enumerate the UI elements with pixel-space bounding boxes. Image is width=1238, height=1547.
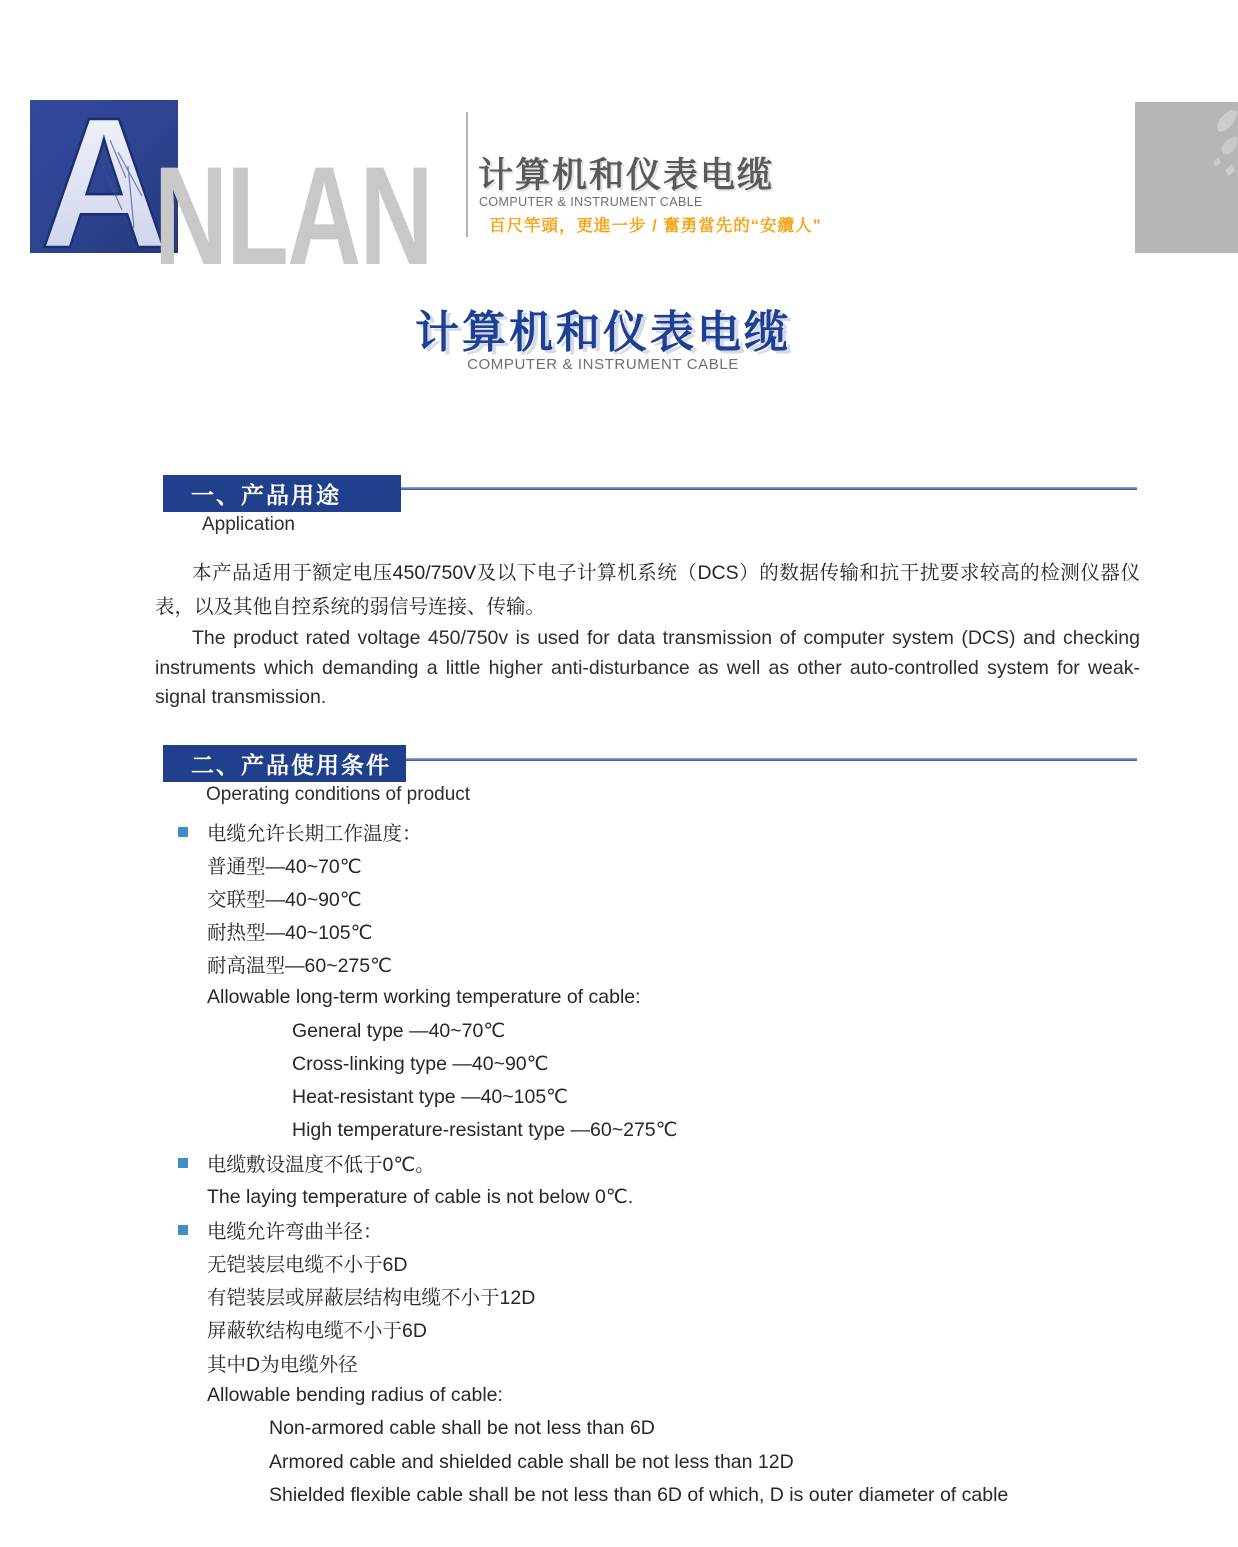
- spec-line-text: Armored cable and shielded cable shall be not less than 12D: [269, 1450, 794, 1473]
- operating-conditions-list: [155, 815, 1140, 1512]
- anlan-logo-letters: NLAN: [154, 137, 433, 294]
- header-product-title-cn: 计算机和仪表电缆: [478, 156, 775, 195]
- spec-line-text: Cross-linking type —40~90℃: [292, 1052, 549, 1075]
- spec-line-text: 普通型—40~70℃: [207, 855, 362, 878]
- spec-line: [155, 881, 1140, 914]
- spec-line: [155, 948, 1140, 981]
- spec-line-text: 电缆允许弯曲半径：: [207, 1220, 383, 1243]
- section-2-heading: 二、产品使用条件: [163, 745, 406, 782]
- bullet-square-icon: [178, 1158, 188, 1168]
- spec-line-text: 有铠装层或屏蔽层结构电缆不小于12D: [207, 1287, 536, 1310]
- spec-line: [155, 1412, 1140, 1445]
- section-1-heading-en: Application: [202, 514, 295, 535]
- page-title: 计算机和仪表电缆: [415, 308, 791, 357]
- header-divider: [466, 112, 468, 237]
- header-slogan: 百尺竿頭，更進一步 / 奮勇當先的“安纜人”: [489, 217, 822, 235]
- spec-line: [155, 848, 1140, 881]
- spec-line-text: 耐热型—40~105℃: [207, 922, 373, 945]
- spec-line-text: 电缆允许长期工作温度：: [207, 822, 422, 845]
- spec-line-text: Allowable bending radius of cable:: [207, 1384, 503, 1407]
- spec-line: [155, 1014, 1140, 1047]
- spec-line: [155, 981, 1140, 1014]
- section-2-rule: [406, 758, 1137, 761]
- spec-line-text: Non-armored cable shall be not less than 6D: [269, 1417, 655, 1440]
- spec-line: [155, 1280, 1140, 1313]
- spec-line-bending-radius: [155, 1213, 1140, 1246]
- spec-line: [155, 1114, 1140, 1147]
- leaf-icon: [1135, 102, 1238, 253]
- spec-line-text: 其中D为电缆外径: [207, 1353, 358, 1376]
- spec-line: [155, 1047, 1140, 1080]
- bullet-square-icon: [178, 827, 188, 837]
- spec-line-laying-temp: [155, 1147, 1140, 1180]
- spec-line-text: 耐高温型—60~275℃: [207, 955, 393, 978]
- spec-line-text: 屏蔽软结构电缆不小于6D: [207, 1320, 427, 1343]
- spec-line: [155, 1246, 1140, 1279]
- section-1-rule: [401, 487, 1137, 490]
- header-photo-placeholder: [1135, 102, 1238, 253]
- bullet-square-icon: [178, 1225, 188, 1235]
- spec-line-text: General type —40~70℃: [292, 1019, 506, 1042]
- spec-line: [155, 1180, 1140, 1213]
- spec-line-text: 电缆敷设温度不低于0℃。: [207, 1154, 435, 1177]
- spec-line: [155, 915, 1140, 948]
- spec-line: [155, 1346, 1140, 1379]
- page-subtitle: COMPUTER & INSTRUMENT CABLE: [467, 356, 739, 373]
- section-1-heading: 一、产品用途: [163, 475, 401, 512]
- svg-text:A: A: [40, 100, 168, 253]
- application-paragraph-cn: 本产品适用于额定电压450/750V及以下电子计算机系统（DCS）的数据传输和抗干扰要求较高的检测仪器仪表，以及其他自控系统的弱信号连接、传输。: [155, 562, 1140, 618]
- spec-line-working-temp: [155, 815, 1140, 848]
- spec-line: [155, 1379, 1140, 1412]
- spec-line: [155, 1081, 1140, 1114]
- spec-line-text: 无铠装层电缆不小于6D: [207, 1254, 408, 1277]
- spec-line-text: Shielded flexible cable shall be not less than 6D of which, D is outer diameter of cable: [269, 1483, 1009, 1506]
- spec-line-text: 交联型—40~90℃: [207, 888, 362, 911]
- spec-line-text: Heat-resistant type —40~105℃: [292, 1086, 569, 1109]
- spec-line-text: The laying temperature of cable is not below 0℃.: [207, 1185, 634, 1208]
- spec-line: [155, 1479, 1140, 1512]
- spec-line: [155, 1446, 1140, 1479]
- spec-line: [155, 1313, 1140, 1346]
- header-product-title-en: COMPUTER & INSTRUMENT CABLE: [479, 195, 703, 209]
- section-2-heading-en: Operating conditions of product: [206, 784, 471, 805]
- spec-line-text: High temperature-resistant type —60~275℃: [292, 1119, 678, 1142]
- application-paragraph-en: The product rated voltage 450/750v is used for data transmission of computer system (DCS) and checking instruments which demanding a little higher anti-disturbance as well as other auto-controlled system for weak-signal transmission.: [155, 627, 1140, 708]
- spec-line-text: Allowable long-term working temperature of cable:: [207, 986, 641, 1009]
